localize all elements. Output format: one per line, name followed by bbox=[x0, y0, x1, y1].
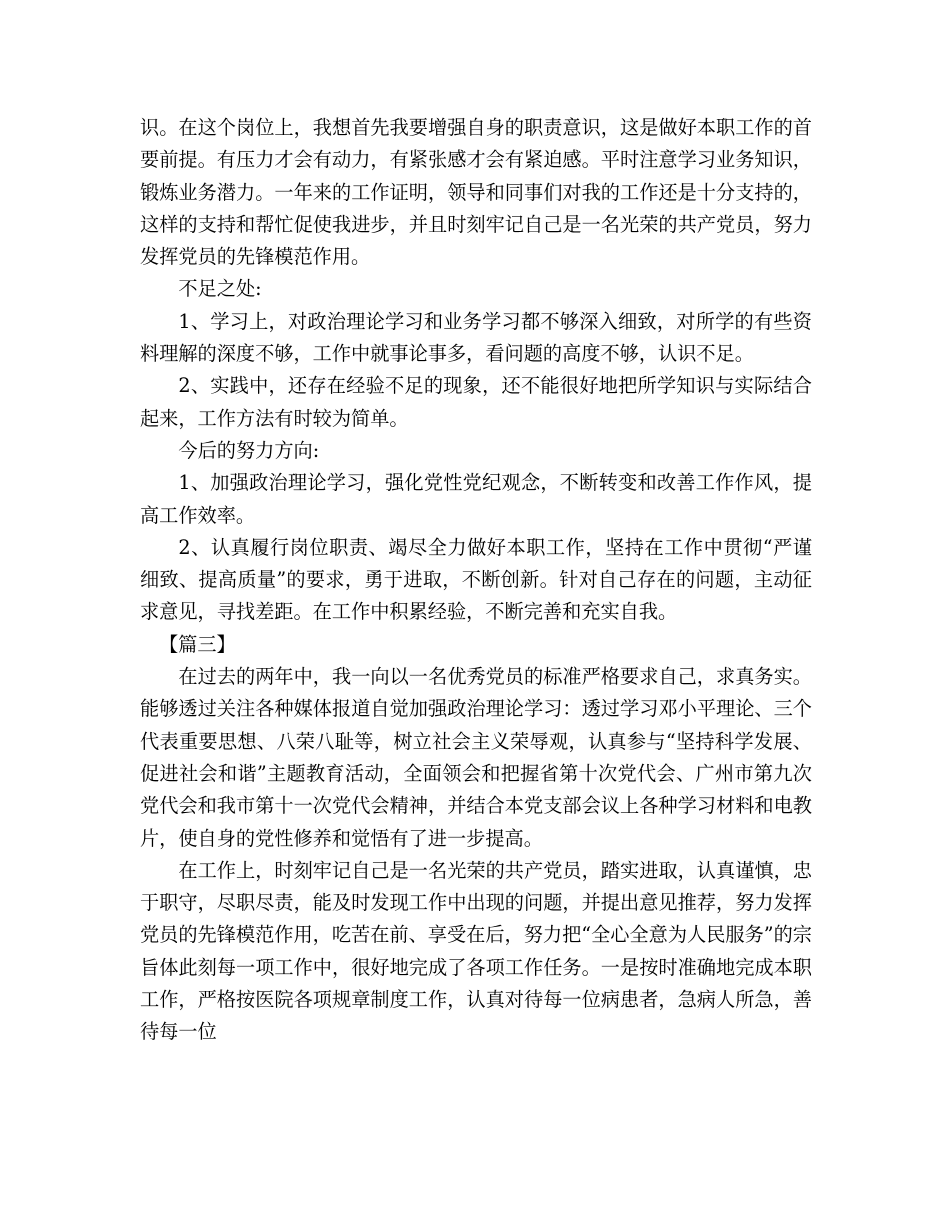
body-paragraph: 在工作上，时刻牢记自己是一名光荣的共产党员，踏实进取，认真谨慎，忠于职守，尽职尽责，能及时发现工作中出现的问题，并提出意见推荐，努力发挥党员的先锋模范作用，吃苦在前、享受在后，努力把“全心全意为人民服务”的宗旨体此刻每一项工作中，很好地完成了各项工作任务。一是按时准确地完成本职工作，严格按医院各项规章制度工作，认真对待每一位病患者，急病人所急，善待每一位 bbox=[140, 858, 812, 1044]
document-body bbox=[140, 112, 812, 1049]
body-paragraph: 识。在这个岗位上，我想首先我要增强自身的职责意识，这是做好本职工作的首要前提。有压力才会有动力，有紧张感才会有紧迫感。平时注意学习业务知识，锻炼业务潜力。一年来的工作证明，领导和同事们对我的工作还是十分支持的，这样的支持和帮忙促使我进步，并且时刻牢记自己是一名光荣的共产党员，努力发挥党员的先锋模范作用。 bbox=[140, 116, 812, 269]
body-paragraph: 在过去的两年中，我一向以一名优秀党员的标准严格要求自己，求真务实。能够透过关注各种媒体报道自觉加强政治理论学习：透过学习邓小平理论、三个代表重要思想、八荣八耻等，树立社会主义荣辱观，认真参与“坚持科学发展、促进社会和谐”主题教育活动，全面领会和把握省第十次党代会、广州市第九次党代会和我市第十一次党代会精神，并结合本党支部会议上各种学习材料和电教片，使自身的党性修养和觉悟有了进一步提高。 bbox=[140, 665, 812, 850]
direction-heading: 今后的努力方向: bbox=[178, 438, 320, 462]
deficiency-heading: 不足之处: bbox=[178, 277, 262, 301]
direction-item-2: 2、认真履行岗位职责、竭尽全力做好本职工作，坚持在工作中贯彻“严谨细致、提高质量”的要求，勇于进取，不断创新。针对自己存在的问题，主动征求意见，寻找差距。在工作中积累经验，不断完善和充实自我。 bbox=[140, 535, 812, 624]
section-title: 【篇三】 bbox=[159, 632, 236, 656]
deficiency-item-1: 1、学习上，对政治理论学习和业务学习都不够深入细致，对所学的有些资料理解的深度不够，工作中就事论事多，看问题的高度不够，认识不足。 bbox=[140, 309, 812, 366]
deficiency-item-2: 2、实践中，还存在经验不足的现象，还不能很好地把所学知识与实际结合起来，工作方法有时较为简单。 bbox=[140, 374, 812, 430]
direction-item-1: 1、加强政治理论学习，强化党性党纪观念，不断转变和改善工作作风，提高工作效率。 bbox=[140, 471, 812, 527]
